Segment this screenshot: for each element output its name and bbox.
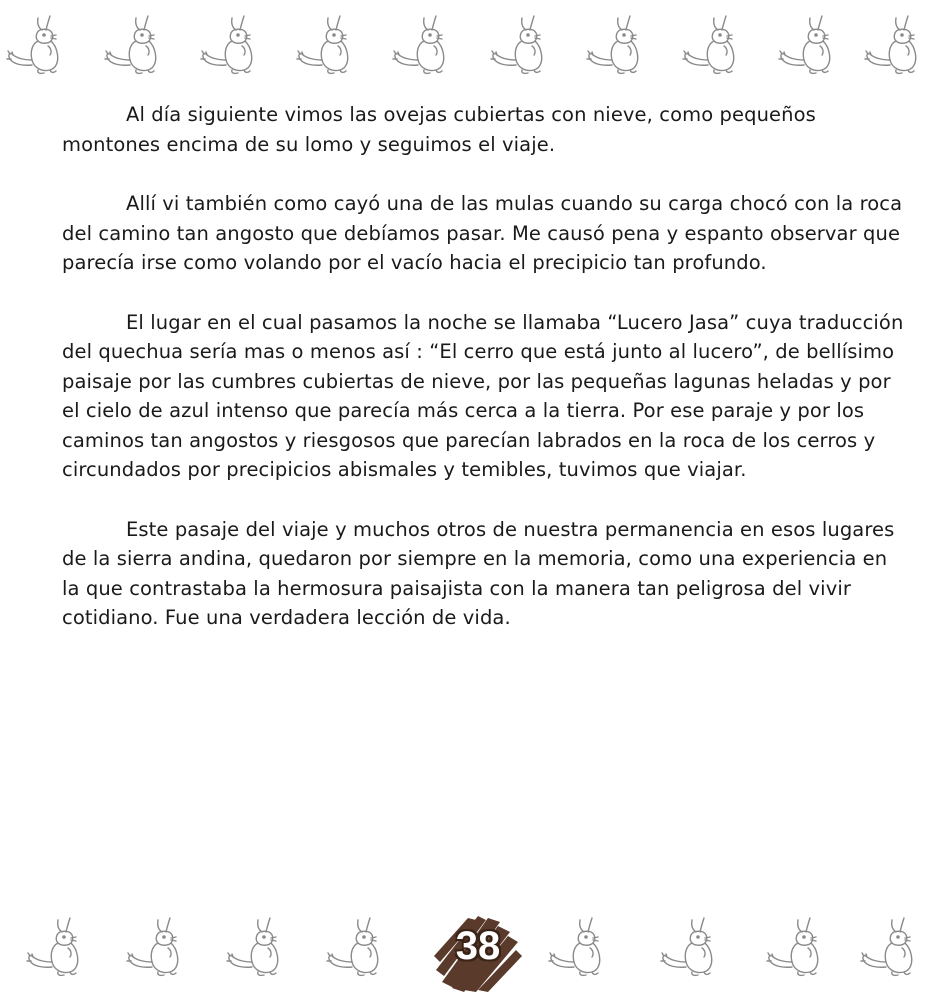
chinchilla-icon <box>546 912 618 982</box>
chinchilla-icon <box>24 912 96 982</box>
chinchilla-icon <box>658 912 730 982</box>
chinchilla-icon <box>324 912 396 982</box>
chinchilla-icon <box>4 10 76 80</box>
chinchilla-icon <box>124 912 196 982</box>
chinchilla-icon <box>294 10 366 80</box>
chinchilla-icon <box>764 912 836 982</box>
paragraph: Al día siguiente vimos las ovejas cubiertas con nieve, como pequeños montones encima de su lomo y seguimos el viaje. <box>62 103 816 156</box>
paragraph: Allí vi también como cayó una de las mulas cuando su carga chocó con la roca del camino tan angosto que debíamos pasar. Me causó pena y espanto observar que parecía irse como volando por el vacío hacia el precipicio tan profundo. <box>62 192 903 274</box>
top-decorative-border <box>0 6 932 86</box>
chinchilla-icon <box>224 912 296 982</box>
chinchilla-icon <box>680 10 752 80</box>
chinchilla-icon <box>390 10 462 80</box>
body-text <box>62 100 908 663</box>
chinchilla-icon <box>488 10 560 80</box>
chinchilla-icon <box>862 10 932 80</box>
page-number: 38 <box>455 924 501 968</box>
page-number-badge <box>428 910 528 994</box>
paragraph: Este pasaje del viaje y muchos otros de nuestra permanencia en esos lugares de la sierra andina, quedaron por siempre en la memoria, como una experiencia en la que contrastaba la hermosura paisajista con la manera tan peligrosa del vivir cotidiano. Fue una verdadera lección de vida. <box>62 517 895 629</box>
chinchilla-icon <box>858 912 930 982</box>
chinchilla-icon <box>776 10 848 80</box>
chinchilla-icon <box>584 10 656 80</box>
chinchilla-icon <box>102 10 174 80</box>
chinchilla-icon <box>198 10 270 80</box>
paragraph: El lugar en el cual pasamos la noche se llamaba “Lucero Jasa” cuya traducción del quechua sería mas o menos así : “El cerro que está junto al lucero”, de bellísimo paisaje por las cumbres cubiertas de nieve, por las pequeñas lagunas heladas y por el cielo de azul intenso que parecía más cerca a la tierra. Por ese paraje y por los caminos tan angostos y riesgosos que parecían labrados en la roca de los cerros y circundados por precipicios abismales y temibles, tuvimos que viajar. <box>62 310 904 481</box>
